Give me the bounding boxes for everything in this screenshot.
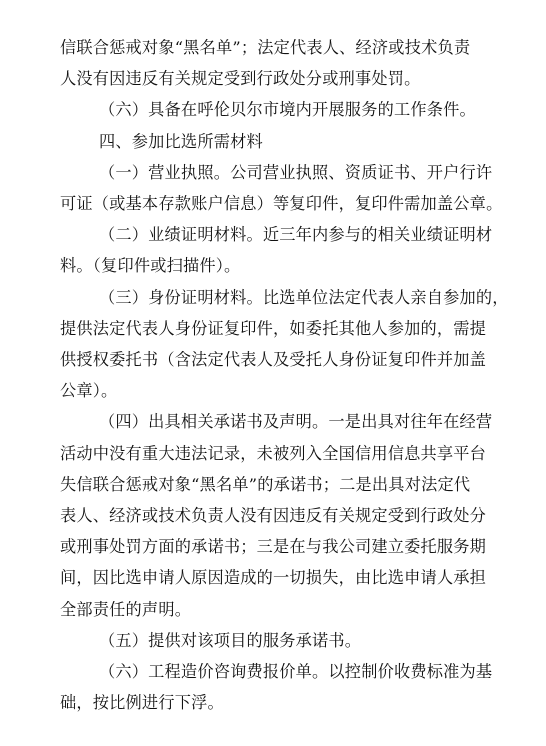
paragraph-line: 公章）。 — [60, 381, 118, 401]
paragraph-line: 或刑事处罚方面的承诺书；三是在与我公司建立委托服务期 — [60, 537, 487, 557]
paragraph-line: 提供法定代表人身份证复印件，如委托其他人参加的，需提 — [60, 318, 487, 338]
paragraph-line: （三）身份证明材料。比选单位法定代表人亲自参加的， — [99, 287, 509, 307]
paragraph-line: 间，因比选申请人原因造成的一切损失，由比选申请人承担 — [60, 568, 487, 588]
paragraph-line: 信联合惩戒对象“黑名单”；法定代表人、经济或技术负责 — [60, 38, 471, 57]
paragraph-line: （四）出具相关承诺书及声明。一是出具对往年在经营 — [99, 412, 493, 432]
paragraph-line: 表人、经济或技术负责人没有因违反有关规定受到行政处分 — [60, 506, 487, 525]
paragraph-line: （五）提供对该项目的服务承诺书。 — [99, 630, 362, 650]
paragraph-line: 础，按比例进行下浮。 — [60, 693, 224, 713]
section-heading: 四、参加比选所需材料 — [99, 131, 263, 151]
paragraph-line: 供授权委托书（含法定代表人及受托人身份证复印件并加盖 — [60, 350, 487, 369]
paragraph-line: 料。（复印件或扫描件）。 — [60, 256, 241, 276]
paragraph-line: 活动中没有重大违法记录，未被列入全国信用信息共享平台 — [60, 443, 487, 463]
paragraph-line: 失信联合惩戒对象“黑名单”的承诺书；二是出具对法定代 — [60, 474, 471, 494]
paragraph-line: 可证（或基本存款账户信息）等复印件，复印件需加盖公章。 — [60, 194, 503, 213]
paragraph-line: 人没有因违反有关规定受到行政处分或刑事处罚。 — [60, 69, 421, 89]
paragraph-line: （一）营业执照。公司营业执照、资质证书、开户行许 — [99, 162, 493, 182]
paragraph-line: （六）具备在呼伦贝尔市境内开展服务的工作条件。 — [99, 100, 476, 120]
paragraph-line: （二）业绩证明材料。近三年内参与的相关业绩证明材 — [99, 225, 493, 245]
paragraph-line: （六）工程造价咨询费报价单。以控制价收费标准为基 — [99, 662, 493, 681]
paragraph-line: 全部责任的声明。 — [60, 599, 192, 619]
